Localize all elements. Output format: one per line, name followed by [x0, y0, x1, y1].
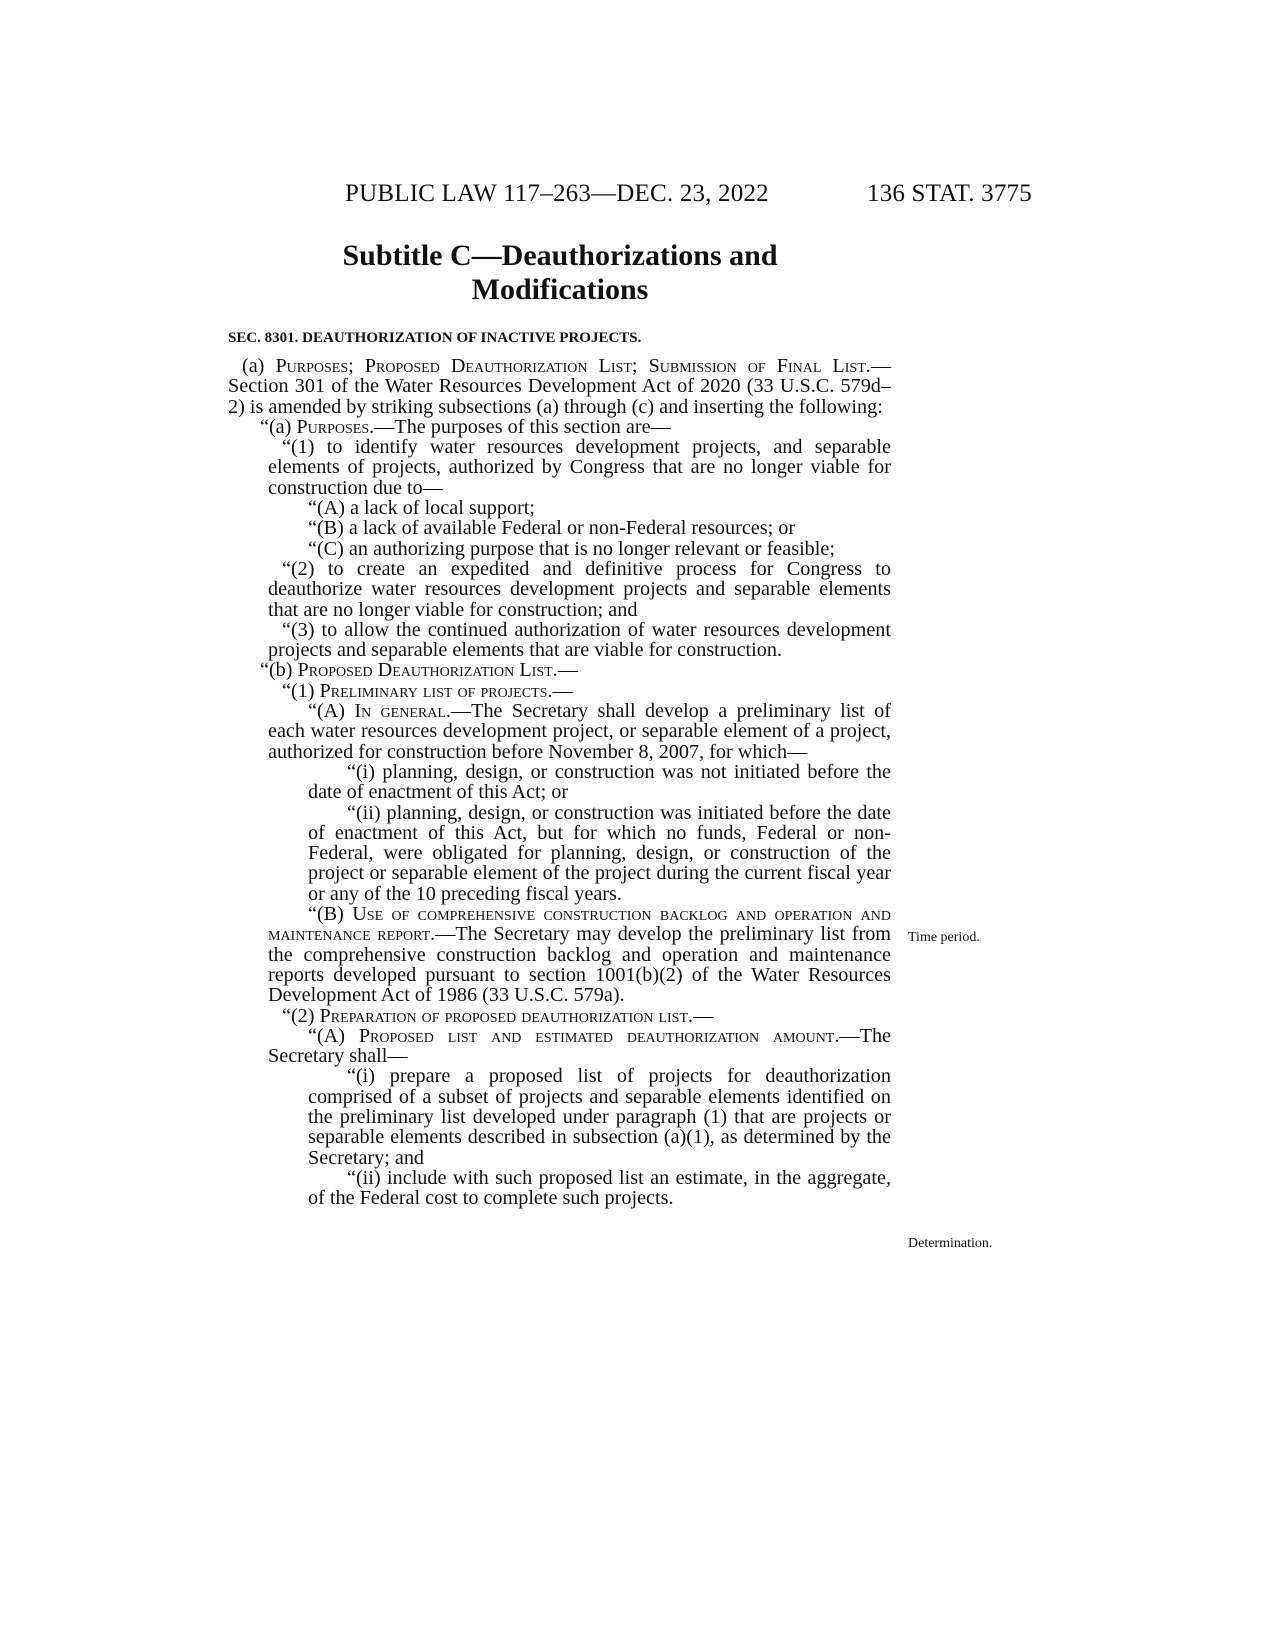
clause-b2-A-ii: “(ii) include with such proposed list an estimate, in the aggregate, of the Federal cost to complete such projects.	[308, 1166, 891, 1210]
paragraph-b1-heading: “(1) Preliminary list of projects.—	[282, 679, 573, 702]
purpose-2: “(2) to create an expedited and definitive process for Congress to deauthorize water resources development projects and separable elements that are no longer viable for construction; and	[268, 557, 891, 621]
margin-note-time-period: Time period.	[908, 930, 980, 945]
clause-b1-A-i: “(i) planning, design, or construction was not initiated before the date of enactment of this Act; or	[308, 760, 891, 804]
purpose-1-A: “(A) a lack of local support;	[308, 497, 536, 520]
subtitle-heading: Subtitle C—Deauthorizations and Modifications	[342, 239, 778, 306]
paragraph-b2-heading: “(2) Preparation of proposed deauthorization list.—	[282, 1004, 714, 1027]
clause-b2-A-i: “(i) prepare a proposed list of projects for deauthorization comprised of a subset of projects and separable elements identified on the preliminary list developed under paragraph (1) that are projects or separable elements described in subsection (a)(1), as determined by the Secretary; and	[308, 1065, 891, 1169]
running-header-title: PUBLIC LAW 117–263—DEC. 23, 2022	[345, 180, 769, 207]
purpose-1-B: “(B) a lack of available Federal or non-Federal resources; or	[308, 517, 796, 540]
subparagraph-b1-B: “(B) Use of comprehensive construction backlog and operation and maintenance report.—The Secretary may develop the preliminary list from the comprehensive construction backlog and operation and maintenance reports developed pursuant to section 1001(b)(2) of the Water Resources Development Act of 1986 (33 U.S.C. 579a).	[268, 903, 891, 1007]
purpose-1-C: “(C) an authorizing purpose that is no longer relevant or feasible;	[308, 537, 835, 560]
clause-b1-A-ii: “(ii) planning, design, or construction was initiated before the date of enactment of this Act, but for which no funds, Federal or non-Federal, were obligated for planning, design, or construction of the project or separable element of the project during the current fiscal year or any of the 10 preceding fiscal years.	[308, 801, 891, 905]
subsection-b-heading: “(b) Proposed Deauthorization List.—	[260, 659, 578, 682]
purpose-3: “(3) to allow the continued authorization of water resources development projects and separable elements that are viable for construction.	[268, 618, 891, 662]
paragraph-a-intro: (a) Purposes; Proposed Deauthorization List; Submission of Final List.—Section 301 of the Water Resources Development Act of 2020 (33 U.S.C. 579d–2) is amended by striking subsections (a) through (c) and inserting the following:	[228, 355, 891, 418]
purpose-1: “(1) to identify water resources development projects, and separable elements of projects, authorized by Congress that are no longer viable for construction due to—	[268, 436, 891, 499]
section-heading: SEC. 8301. DEAUTHORIZATION OF INACTIVE PROJECTS.	[228, 330, 642, 346]
subparagraph-b1-A: “(A) In general.—The Secretary shall develop a preliminary list of each water resources development project, or separable element of a project, authorized for construction before November 8, 2007, for which—	[268, 700, 891, 763]
subparagraph-b2-A: “(A) Proposed list and estimated deauthorization amount.—The Secretary shall—	[268, 1024, 891, 1068]
body-text	[228, 356, 891, 1208]
subsection-a-purposes: “(a) Purposes.—The purposes of this section are—	[260, 415, 671, 438]
margin-note-determination: Determination.	[908, 1236, 993, 1251]
page-number: 136 STAT. 3775	[867, 180, 1032, 207]
